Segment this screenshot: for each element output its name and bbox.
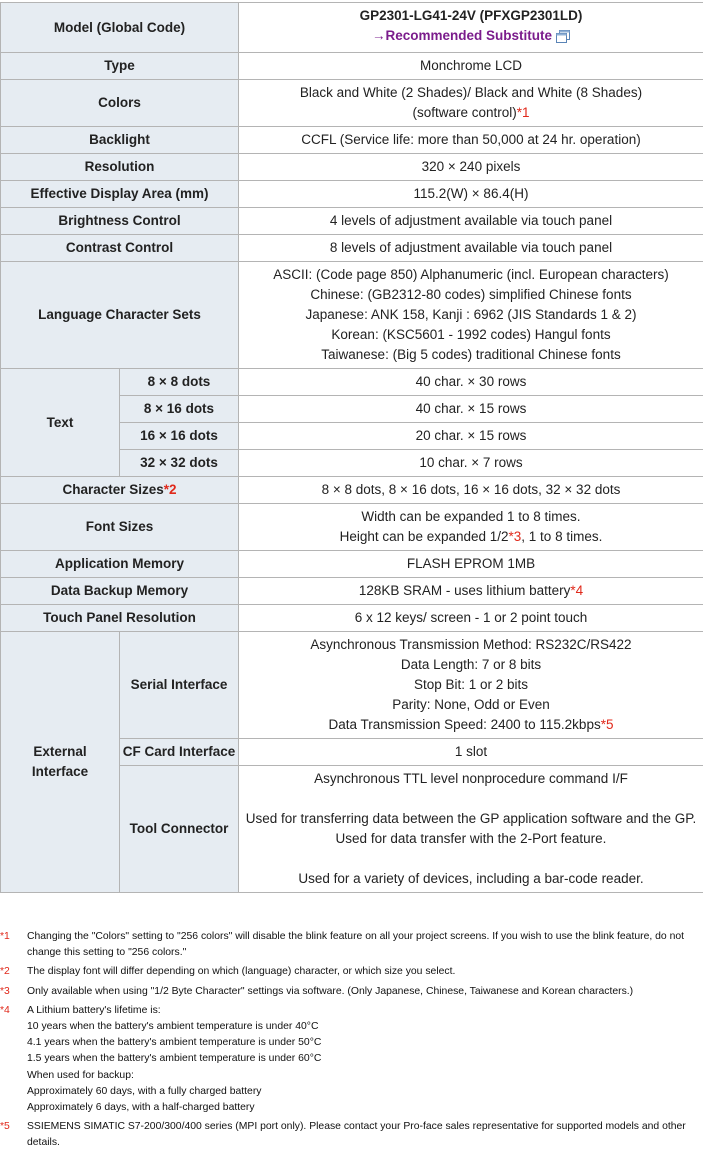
row-serial [1, 632, 703, 739]
text-sub-value: 40 char. × 15 rows [239, 396, 703, 423]
text-sub-label: 8 × 8 dots [120, 369, 239, 396]
resolution-value: 320 × 240 pixels [239, 154, 703, 181]
text-sub-value: 10 char. × 7 rows [239, 450, 703, 477]
footnote-mark-5: *5 [600, 717, 614, 732]
serial-line: Data Length: 7 or 8 bits [400, 657, 542, 672]
brightness-label: Brightness Control [1, 208, 239, 235]
row-app-memory [1, 551, 703, 578]
font-sizes-line2b: , 1 to 8 times. [521, 529, 603, 544]
text-label: Text [1, 369, 120, 477]
touch-label: Touch Panel Resolution [1, 605, 239, 632]
footnote-mark-2: *2 [163, 482, 177, 497]
font-sizes-line2a: Height can be expanded 1/2 [339, 529, 509, 544]
serial-speed: Data Transmission Speed: 2400 to 115.2kbps [328, 717, 601, 732]
footnote [0, 1003, 703, 1116]
tool-connector-label: Tool Connector [120, 766, 239, 893]
char-sizes-label: Character Sizes [62, 482, 164, 497]
footnote [0, 964, 703, 980]
char-sizes-value: 8 × 8 dots, 8 × 16 dots, 16 × 16 dots, 32 × 32 dots [239, 477, 703, 504]
row-resolution [1, 154, 703, 181]
app-memory-label: Application Memory [1, 551, 239, 578]
language-line: Japanese: ANK 158, Kanji : 6962 (JIS Standards 1 & 2) [305, 307, 637, 322]
footnote [0, 929, 703, 961]
backlight-label: Backlight [1, 127, 239, 154]
language-line: ASCII: (Code page 850) Alphanumeric (incl. European characters) [273, 267, 669, 282]
serial-line: Parity: None, Odd or Even [392, 697, 550, 712]
tool-spacer [241, 849, 701, 869]
touch-value: 6 x 12 keys/ screen - 1 or 2 point touch [239, 605, 703, 632]
backup-memory-label: Data Backup Memory [1, 578, 239, 605]
footnote-mark-1: *1 [516, 105, 530, 120]
row-brightness [1, 208, 703, 235]
text-sub-value: 40 char. × 30 rows [239, 369, 703, 396]
footnotes [0, 929, 703, 1152]
char-sizes-label-cell [1, 477, 239, 504]
contrast-value: 8 levels of adjustment available via touch panel [239, 235, 703, 262]
row-colors [1, 80, 703, 127]
language-line: Korean: (KSC5601 - 1992 codes) Hangul fonts [331, 327, 611, 342]
language-line: Chinese: (GB2312-80 codes) simplified Chinese fonts [310, 287, 632, 302]
serial-line: Asynchronous Transmission Method: RS232C/RS422 [310, 637, 632, 652]
row-model [1, 3, 703, 53]
row-type [1, 53, 703, 80]
display-area-value: 115.2(W) × 86.4(H) [239, 181, 703, 208]
colors-value-line2: (software control) [412, 105, 517, 120]
footnote-text: A Lithium battery's lifetime is: [27, 1004, 161, 1016]
font-sizes-value [239, 504, 703, 551]
language-line: Taiwanese: (Big 5 codes) traditional Chinese fonts [321, 347, 621, 362]
type-label: Type [1, 53, 239, 80]
type-value: Monchrome LCD [239, 53, 703, 80]
footnote-text: SSIEMENS SIMATIC S7-200/300/400 series (MPI port only). Please contact your Pro-face sales representative for supported models and other details. [27, 1121, 686, 1149]
footnote-number: *1 [0, 931, 10, 942]
footnote-text: 10 years when the battery's ambient temperature is under 40°C [27, 1021, 319, 1033]
text-sub-label: 16 × 16 dots [120, 423, 239, 450]
tool-line: Asynchronous TTL level nonprocedure command I/F [314, 771, 628, 786]
app-memory-value: FLASH EPROM 1MB [239, 551, 703, 578]
colors-label: Colors [1, 80, 239, 127]
tool-line: Used for a variety of devices, including a bar-code reader. [298, 871, 644, 886]
footnote-text: Changing the "Colors" setting to "256 colors" will disable the blink feature on all your project screens. If you wish to use the blink feature, do not change this setting to "256 colors." [27, 931, 685, 959]
row-font-sizes [1, 504, 703, 551]
footnote-text: 1.5 years when the battery's ambient temperature is under 60°C [27, 1053, 322, 1065]
text-sub-label: 32 × 32 dots [120, 450, 239, 477]
footnote-number: *3 [0, 985, 10, 997]
serial-interface-value [239, 632, 703, 739]
footnote-mark-3: *3 [508, 529, 522, 544]
footnote [0, 1119, 703, 1151]
footnote-number: *2 [0, 966, 10, 978]
colors-value [239, 80, 703, 127]
backup-memory-value-cell [239, 578, 703, 605]
recommended-substitute-link[interactable] [241, 26, 701, 49]
language-value [239, 262, 703, 369]
cf-card-value: 1 slot [239, 739, 703, 766]
serial-interface-label: Serial Interface [120, 632, 239, 739]
row-backup-memory [1, 578, 703, 605]
row-display-area [1, 181, 703, 208]
footnote-number: *5 [0, 1121, 10, 1133]
footnote-text: Only available when using "1/2 Byte Character" settings via software. (Only Japanese, Chinese, Taiwanese and Korean characters.) [27, 985, 634, 997]
footnote-mark-4: *4 [570, 583, 584, 598]
backup-memory-value: 128KB SRAM - uses lithium battery [358, 583, 571, 598]
row-text-8x8 [1, 369, 703, 396]
contrast-label: Contrast Control [1, 235, 239, 262]
footnote [0, 984, 703, 1000]
footnote-text: When used for backup: [27, 1069, 134, 1081]
row-language [1, 262, 703, 369]
footnote-text: 4.1 years when the battery's ambient temperature is under 50°C [27, 1037, 322, 1049]
footnote-text: Approximately 6 days, with a half-charged battery [27, 1102, 255, 1114]
external-label-line2: Interface [31, 764, 89, 779]
row-touch [1, 605, 703, 632]
resolution-label: Resolution [1, 154, 239, 181]
tool-line: Used for data transfer with the 2-Port feature. [335, 831, 607, 846]
cf-card-label: CF Card Interface [120, 739, 239, 766]
model-value-cell [239, 3, 703, 53]
new-window-icon[interactable] [556, 29, 570, 49]
font-sizes-line1: Width can be expanded 1 to 8 times. [361, 509, 581, 524]
backlight-value: CCFL (Service life: more than 50,000 at 24 hr. operation) [239, 127, 703, 154]
font-sizes-label: Font Sizes [1, 504, 239, 551]
external-label-line1: External [33, 744, 87, 759]
text-sub-value: 20 char. × 15 rows [239, 423, 703, 450]
model-label: Model (Global Code) [1, 3, 239, 53]
row-char-sizes [1, 477, 703, 504]
footnote-text: The display font will differ depending on which (language) character, or which size you select. [27, 966, 456, 978]
colors-value-line1: Black and White (2 Shades)/ Black and White (8 Shades) [299, 85, 643, 100]
display-area-label: Effective Display Area (mm) [1, 181, 239, 208]
footnote-text: Approximately 60 days, with a fully charged battery [27, 1085, 262, 1097]
text-sub-label: 8 × 16 dots [120, 396, 239, 423]
recommended-substitute-text[interactable]: Recommended Substitute [385, 28, 553, 43]
row-contrast [1, 235, 703, 262]
language-label: Language Character Sets [1, 262, 239, 369]
link-arrow: → [371, 28, 386, 43]
tool-connector-value [239, 766, 703, 893]
tool-spacer [241, 789, 701, 809]
serial-line: Stop Bit: 1 or 2 bits [413, 677, 529, 692]
tool-line: Used for transferring data between the GP application software and the GP. [245, 811, 697, 826]
footnote-number: *4 [0, 1004, 10, 1016]
row-backlight [1, 127, 703, 154]
external-interface-label [1, 632, 120, 893]
brightness-value: 4 levels of adjustment available via touch panel [239, 208, 703, 235]
model-code: GP2301-LG41-24V (PFXGP2301LD) [359, 8, 583, 23]
spec-table [0, 2, 703, 893]
